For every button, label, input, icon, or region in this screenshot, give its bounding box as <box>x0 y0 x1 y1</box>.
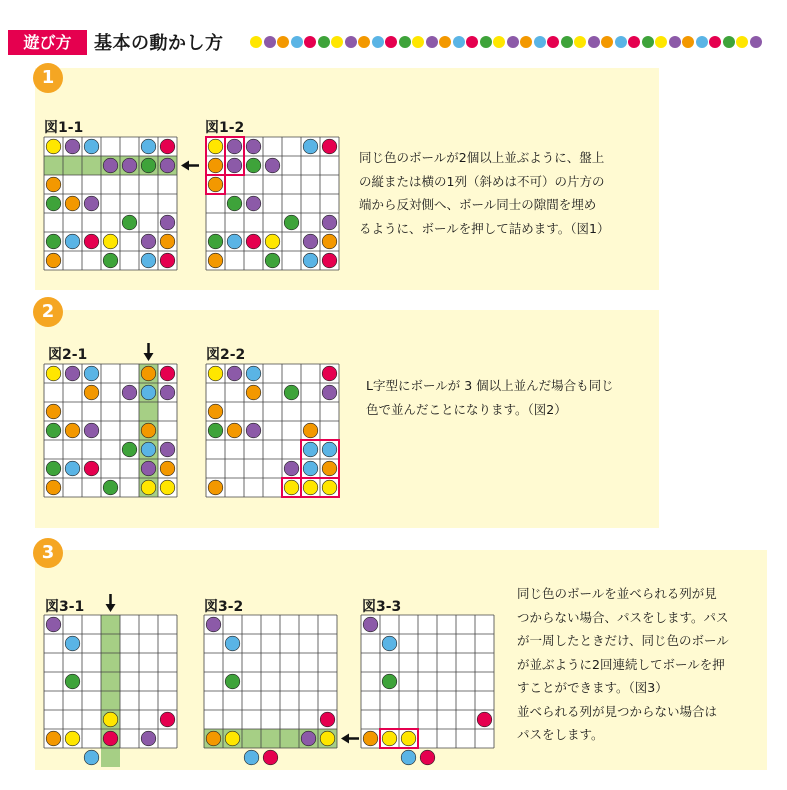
description-line: の縦または横の1列（斜めは不可）の片方の <box>359 173 605 189</box>
ball-red <box>322 366 337 381</box>
ball-green <box>382 674 397 689</box>
board-1-1 <box>43 136 208 275</box>
figure-label-3-3: 図3-3 <box>362 599 402 615</box>
decorative-dot <box>466 36 478 48</box>
ball-purple <box>303 234 318 249</box>
ball-purple <box>322 215 337 230</box>
ball-yellow <box>303 480 318 495</box>
section-2-number: 2 <box>33 297 63 327</box>
ball-blue <box>65 461 80 476</box>
decorative-dot <box>520 36 532 48</box>
decorative-dot <box>750 36 762 48</box>
ball-green <box>227 196 242 211</box>
description-line: 同じ色のボールを並べられる列が見 <box>517 586 717 601</box>
ball-purple <box>227 158 242 173</box>
ball-orange <box>208 253 223 268</box>
ball-yellow <box>382 731 397 746</box>
board-1-2 <box>205 136 370 275</box>
figure-label-1-1: 図1-1 <box>44 120 84 136</box>
ball-purple <box>84 423 99 438</box>
description-line: すことができます。（図3） <box>517 680 668 695</box>
ball-yellow <box>320 731 335 746</box>
ball-red <box>320 712 335 727</box>
ball-orange <box>208 480 223 495</box>
description-line: 同じ色のボールが2個以上並ぶように、盤上 <box>359 150 605 165</box>
section-3-number: 3 <box>33 538 63 568</box>
decorative-dot <box>615 36 627 48</box>
ball-blue <box>141 139 156 154</box>
ball-green <box>284 385 299 400</box>
ball-green <box>103 480 118 495</box>
ball-green <box>65 674 80 689</box>
ball-blue <box>65 636 80 651</box>
decorative-dot <box>723 36 735 48</box>
ball-blue <box>227 234 242 249</box>
ball-blue <box>65 234 80 249</box>
decorative-dot <box>412 36 424 48</box>
section-tag: 遊び方 <box>8 30 87 55</box>
description-line: パスをします。 <box>517 727 604 742</box>
ball-green <box>46 196 61 211</box>
decorative-dot <box>318 36 330 48</box>
decorative-dot <box>736 36 748 48</box>
ball-yellow <box>208 139 223 154</box>
decorative-dot <box>682 36 694 48</box>
ball-purple <box>160 385 175 400</box>
ball-orange <box>141 423 156 438</box>
ball-green <box>208 423 223 438</box>
description-line: 端から反対側へ、ボール同士の隙間を埋め <box>359 197 597 212</box>
section-1-number: 1 <box>33 63 63 93</box>
ball-green <box>46 461 61 476</box>
ball-red <box>160 139 175 154</box>
ball-orange <box>160 461 175 476</box>
decorative-dot <box>345 36 357 48</box>
ball-red <box>160 366 175 381</box>
board-3-3 <box>360 614 525 753</box>
ball-blue <box>84 366 99 381</box>
ball-blue <box>382 636 397 651</box>
decorative-dot <box>358 36 370 48</box>
description-line: つからない場合、パスをします。パス <box>517 609 729 625</box>
ball-purple <box>84 196 99 211</box>
figure-label-3-2: 図3-2 <box>204 599 244 615</box>
ball-purple <box>301 731 316 746</box>
ball-orange <box>84 385 99 400</box>
ball-orange <box>208 177 223 192</box>
ball-purple <box>103 158 118 173</box>
ball-green <box>46 234 61 249</box>
decorative-dot <box>628 36 640 48</box>
ball-red <box>160 253 175 268</box>
decorative-dot <box>534 36 546 48</box>
ball-green <box>246 158 261 173</box>
ball-purple <box>122 158 137 173</box>
ball-purple <box>227 366 242 381</box>
ball-blue <box>141 442 156 457</box>
ball-orange <box>46 404 61 419</box>
decorative-dot <box>264 36 276 48</box>
ball-orange <box>46 731 61 746</box>
ball-orange <box>141 366 156 381</box>
ball-purple <box>160 215 175 230</box>
ball-purple <box>322 385 337 400</box>
ball-blue <box>303 461 318 476</box>
ball-yellow <box>103 234 118 249</box>
ball-purple <box>363 617 378 632</box>
ball-orange <box>322 461 337 476</box>
ball-blue <box>244 750 259 765</box>
ball-orange <box>46 253 61 268</box>
ball-purple <box>160 442 175 457</box>
ball-red <box>103 731 118 746</box>
ball-blue <box>141 253 156 268</box>
ball-yellow <box>46 139 61 154</box>
ball-orange <box>246 385 261 400</box>
ball-orange <box>227 423 242 438</box>
ball-yellow <box>265 234 280 249</box>
decorative-dot <box>453 36 465 48</box>
decorative-dot <box>588 36 600 48</box>
ball-orange <box>46 177 61 192</box>
figure-label-2-1: 図2-1 <box>48 347 88 363</box>
section-1-description <box>359 146 609 240</box>
decorative-dot <box>426 36 438 48</box>
page-title: 基本の動かし方 <box>94 33 224 54</box>
ball-blue <box>401 750 416 765</box>
decorative-dot <box>331 36 343 48</box>
decorative-dot <box>696 36 708 48</box>
decorative-dot <box>561 36 573 48</box>
ball-red <box>477 712 492 727</box>
ball-blue <box>303 442 318 457</box>
ball-orange <box>46 480 61 495</box>
ball-blue <box>303 139 318 154</box>
decorative-dot <box>547 36 559 48</box>
ball-yellow <box>322 480 337 495</box>
board-3-2 <box>203 614 368 753</box>
ball-purple <box>141 731 156 746</box>
decorative-dot <box>439 36 451 48</box>
description-line: 並べられる列が見つからない場合は <box>517 703 718 719</box>
ball-purple <box>141 234 156 249</box>
ball-purple <box>65 366 80 381</box>
ball-purple <box>141 461 156 476</box>
ball-green <box>103 253 118 268</box>
ball-orange <box>208 158 223 173</box>
decorative-dot <box>507 36 519 48</box>
decorative-dot <box>574 36 586 48</box>
ball-purple <box>246 196 261 211</box>
ball-green <box>122 442 137 457</box>
ball-yellow <box>141 480 156 495</box>
description-line: が並ぶように2回連続してボールを押 <box>517 656 725 672</box>
ball-blue <box>225 636 240 651</box>
ball-red <box>84 461 99 476</box>
board-2-1 <box>43 363 208 502</box>
ball-yellow <box>65 731 80 746</box>
decorative-dot <box>385 36 397 48</box>
decorative-dot <box>291 36 303 48</box>
ball-red <box>420 750 435 765</box>
ball-blue <box>303 253 318 268</box>
decorative-dot <box>655 36 667 48</box>
decorative-dot <box>304 36 316 48</box>
ball-yellow <box>208 366 223 381</box>
ball-yellow <box>103 712 118 727</box>
ball-purple <box>246 139 261 154</box>
ball-yellow <box>284 480 299 495</box>
ball-purple <box>65 139 80 154</box>
ball-blue <box>141 385 156 400</box>
ball-yellow <box>225 731 240 746</box>
ball-purple <box>227 139 242 154</box>
figure-label-2-2: 図2-2 <box>206 347 246 363</box>
decorative-dot <box>642 36 654 48</box>
ball-green <box>225 674 240 689</box>
decorative-dot <box>480 36 492 48</box>
ball-yellow <box>160 480 175 495</box>
board-3-1 <box>43 614 208 753</box>
ball-red <box>84 234 99 249</box>
ball-purple <box>206 617 221 632</box>
board-background <box>204 615 337 748</box>
decorative-dot <box>669 36 681 48</box>
decorative-dot <box>399 36 411 48</box>
ball-orange <box>65 196 80 211</box>
description-line: L字型にボールが 3 個以上並んだ場合も同じ <box>366 378 614 393</box>
ball-red <box>246 234 261 249</box>
decorative-dot <box>277 36 289 48</box>
description-line: 色で並んだことになります。（図2） <box>366 401 567 417</box>
ball-red <box>160 712 175 727</box>
push-arrow-head <box>181 161 189 171</box>
ball-red <box>322 139 337 154</box>
section-3-description <box>517 582 729 747</box>
ball-orange <box>206 731 221 746</box>
ball-red <box>322 253 337 268</box>
ball-orange <box>65 423 80 438</box>
figure-label-1-2: 図1-2 <box>205 120 245 136</box>
ball-yellow <box>46 366 61 381</box>
ball-green <box>208 234 223 249</box>
decorative-dot <box>493 36 505 48</box>
ball-orange <box>363 731 378 746</box>
ball-blue <box>322 442 337 457</box>
ball-blue <box>84 139 99 154</box>
ball-orange <box>208 404 223 419</box>
ball-green <box>284 215 299 230</box>
board-2-2 <box>205 363 370 502</box>
ball-purple <box>160 158 175 173</box>
decorative-dot <box>601 36 613 48</box>
ball-green <box>122 215 137 230</box>
ball-blue <box>84 750 99 765</box>
ball-red <box>263 750 278 765</box>
ball-yellow <box>401 731 416 746</box>
decorative-dot <box>372 36 384 48</box>
ball-orange <box>303 423 318 438</box>
figure-label-3-1: 図3-1 <box>45 599 85 615</box>
ball-purple <box>122 385 137 400</box>
highlight-row <box>204 729 337 748</box>
push-arrow-head <box>341 734 349 744</box>
ball-green <box>141 158 156 173</box>
ball-purple <box>284 461 299 476</box>
ball-purple <box>46 617 61 632</box>
ball-green <box>265 253 280 268</box>
ball-green <box>46 423 61 438</box>
description-line: るように、ボールを押して詰めます。（図1） <box>359 220 610 236</box>
decorative-dot <box>250 36 262 48</box>
ball-orange <box>322 234 337 249</box>
section-2-description <box>366 374 614 421</box>
ball-purple <box>246 423 261 438</box>
ball-blue <box>246 366 261 381</box>
ball-orange <box>160 234 175 249</box>
description-line: が一周したときだけ、同じ色のボール <box>517 633 729 648</box>
ball-purple <box>265 158 280 173</box>
decorative-dot <box>709 36 721 48</box>
